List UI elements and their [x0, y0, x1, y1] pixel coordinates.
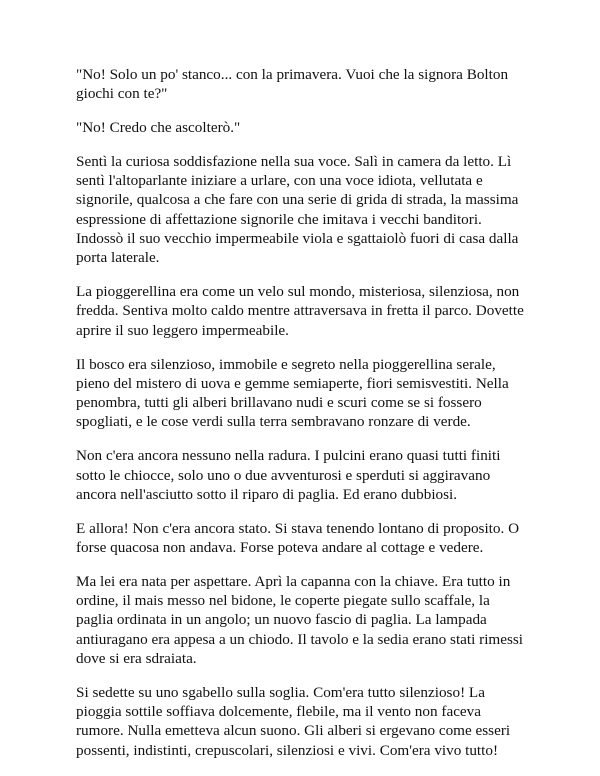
- paragraph-3: Sentì la curiosa soddisfazione nella sua voce. Salì in camera da letto. Lì sentì l'altoparlante iniziare a urlare, con una voce idiota, vellutata e signorile, qualcosa a che fare con una serie di grida di strada, la massima espressione di affettazione signorile che imitava i vecchi banditori. Indossò il suo vecchio impermeabile viola e sgattaiolò fuori di casa dalla porta laterale.: [76, 152, 519, 267]
- paragraph-2: "No! Credo che ascolterò.": [76, 119, 241, 137]
- paragraph-4: La pioggerellina era come un velo sul mondo, misteriosa, silenziosa, non fredda. Sentiva molto caldo mentre attraversava in fretta il parco. Dovette aprire il suo leggero impermeabile.: [76, 283, 524, 339]
- paragraph-9: Si sedette su uno sgabello sulla soglia. Com'era tutto silenzioso! La pioggia sottile soffiava dolcemente, flebile, ma il vento non faceva rumore. Nulla emetteva alcun suono. Gli alberi si ergevano come esseri possenti, indistinti, crepuscolari, silenziosi e vivi. Com'era vivo tutto!: [76, 683, 511, 759]
- paragraph-1: "No! Solo un po' stanco... con la primavera. Vuoi che la signora Bolton giochi con te?": [76, 66, 509, 103]
- paragraph-5: Il bosco era silenzioso, immobile e segreto nella pioggerellina serale, pieno del mistero di uova e gemme semiaperte, fiori semisvestiti. Nella penombra, tutti gli alberi brillavano nudi e scuri come se si fossero spogliati, e le cose verdi sulla terra sembravano ronzare di verde.: [76, 355, 509, 431]
- paragraph-7: E allora! Non c'era ancora stato. Si stava tenendo lontano di proposito. O forse quacosa non andava. Forse poteva andare al cottage e vedere.: [76, 519, 520, 556]
- paragraph-6: Non c'era ancora nessuno nella radura. I pulcini erano quasi tutti finiti sotto le chiocce, solo uno o due avventurosi e sperduti si aggiravano ancora nell'asciutto sotto il riparo di paglia. Ed erano dubbiosi.: [76, 447, 501, 503]
- paragraph-8: Ma lei era nata per aspettare. Aprì la capanna con la chiave. Era tutto in ordine, il mais messo nel bidone, le coperte piegate sullo scaffale, la paglia ordinata in un angolo; un nuovo fascio di paglia. La lampada antiuragano era appesa a un chiodo. Il tavolo e la sedia erano stati rimessi dove si era sdraiata.: [76, 572, 524, 667]
